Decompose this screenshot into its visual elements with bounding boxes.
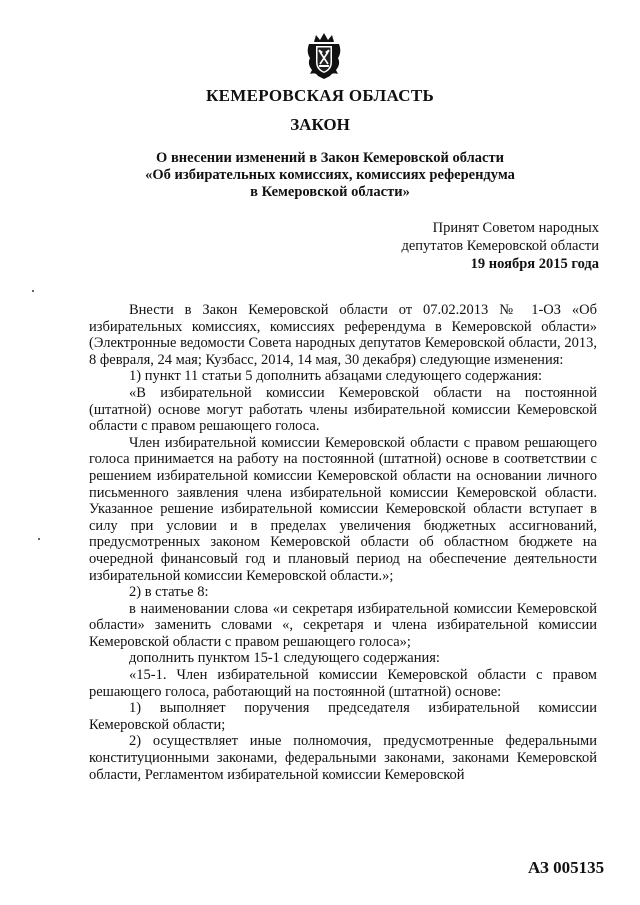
paragraph: в наименовании слова «и секретаря избирательной комиссии Кемеровской области» заменить словами «, секретаря и члена избирательной комиссии Кемеровской области с правом решающего голоса»; [89, 600, 597, 650]
paragraph: Член избирательной комиссии Кемеровской области с правом решающего голоса принимается на работу на постоянной (штатной) основе в соответствии с решением избирательной комиссии Кемеровской области на основании личного письменного заявления члена избирательной комиссии Кемеровской области. Указанное решение избирательной комиссии Кемеровской области вступает в силу при условии и в пределах увеличения бюджетных ассигнований, предусмотренных законом Кемеровской области об областном бюджете на очередной финансовый год и плановый период на обеспечение деятельности избирательной комиссии Кемеровской области.»; [89, 434, 597, 584]
paragraph: 2) в статье 8: [129, 584, 209, 601]
subject-line: О внесении изменений в Закон Кемеровской области [156, 150, 504, 166]
paragraph: «В избирательной комиссии Кемеровской области на постоянной (штатной) основе могут работать члены избирательной комиссии Кемеровской области с правом решающего голоса. [89, 384, 597, 435]
adopted-by-line: депутатов Кемеровской области [401, 238, 599, 254]
region-title: КЕМЕРОВСКАЯ ОБЛАСТЬ [206, 86, 434, 105]
adoption-date: 19 ноября 2015 года [470, 256, 599, 272]
adopted-by-line: Принят Советом народных [432, 220, 599, 236]
adoption-block [401, 219, 599, 273]
scan-speck [32, 290, 34, 292]
paragraph: 1) пункт 11 статьи 5 дополнить абзацами следующего содержания: [129, 368, 543, 385]
kemerovo-coat-of-arms-icon [306, 32, 342, 80]
paragraph: «15-1. Член избирательной комиссии Кемеровской области с правом решающего голоса, работающий на постоянной (штатной) основе: [89, 667, 597, 700]
scan-speck [38, 538, 40, 540]
form-serial-number: АЗ 005135 [528, 858, 605, 877]
paragraph: 2) осуществляет иные полномочия, предусмотренные федеральными конституционными законами, федеральными законами, законами Кемеровской области, Регламентом избирательной комиссии Кемеровской [89, 733, 597, 783]
paragraph: 1) выполняет поручения председателя избирательной комиссии Кемеровской области; [89, 700, 597, 733]
paragraph: Внести в Закон Кемеровской области от 07.02.2013 № 1-ОЗ «Об избирательных комиссиях, комиссиях референдума в Кемеровской области» (Электронные ведомости Совета народных депутатов Кемеровской области, 2013, 8 февраля, 24 мая; Кузбасс, 2014, 14 мая, 30 декабря) следующие изменения: [89, 302, 597, 368]
subject-line: «Об избирательных комиссиях, комиссиях референдума [145, 167, 515, 183]
subject-line: в Кемеровской области» [250, 184, 410, 200]
paragraph: дополнить пунктом 15-1 следующего содержания: [129, 650, 440, 667]
law-subject [120, 150, 540, 201]
law-body [89, 302, 597, 783]
document-type: ЗАКОН [290, 115, 350, 134]
